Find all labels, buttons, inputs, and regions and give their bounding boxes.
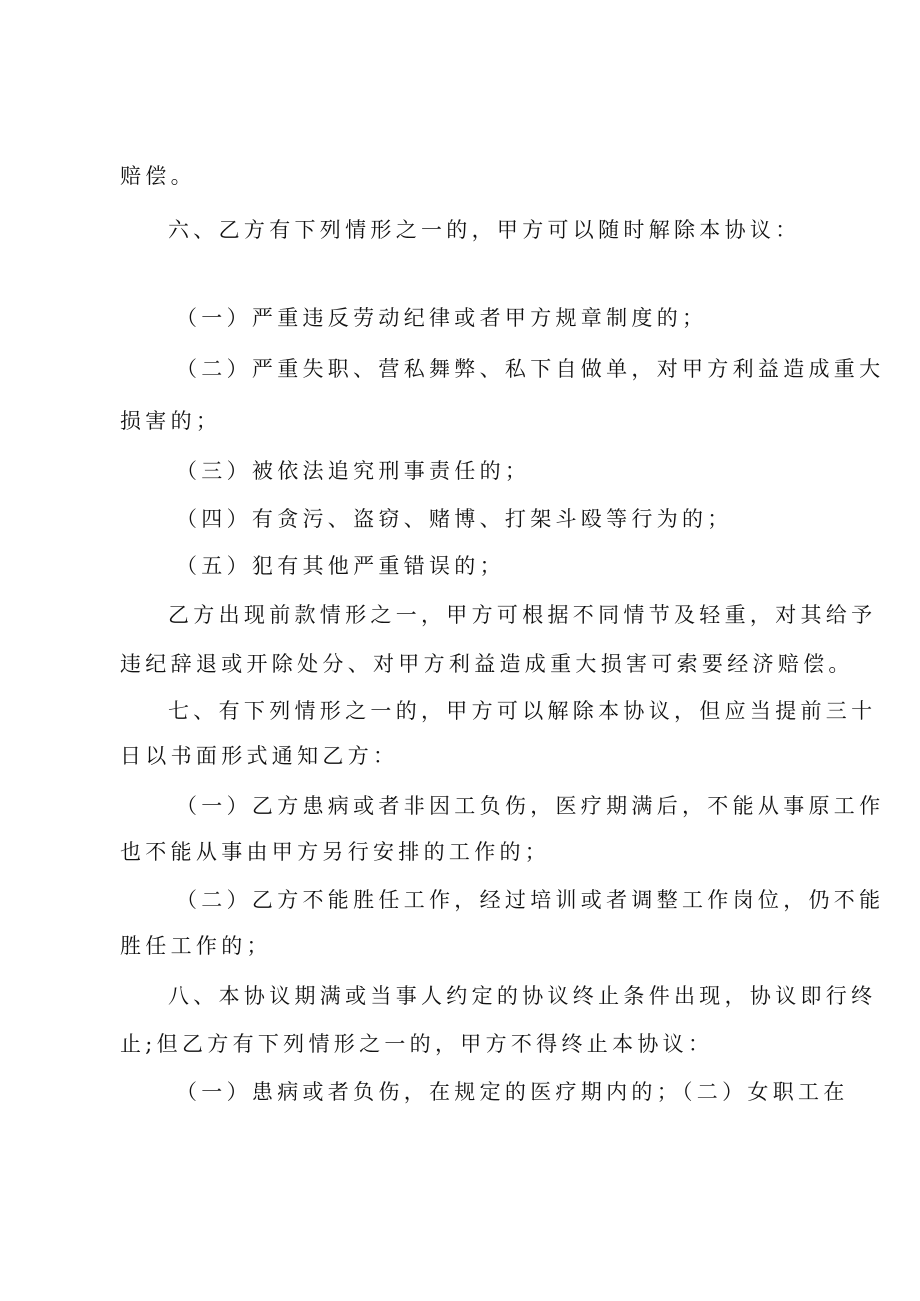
clause-6-item-4: （四）有贪污、盗窃、赌博、打架斗殴等行为的； — [176, 507, 733, 531]
clause-6-item-2: （二）严重失职、营私舞弊、私下自做单，对甲方利益造成重大 — [176, 357, 885, 381]
text-line: 也不能从事由甲方另行安排的工作的； — [120, 840, 551, 864]
clause-6-item-5: （五）犯有其他严重错误的； — [176, 554, 505, 578]
clause-6-paragraph: 乙方出现前款情形之一，甲方可根据不同情节及轻重，对其给予 — [168, 603, 877, 627]
clause-6-item-3: （三）被依法追究刑事责任的； — [176, 459, 531, 483]
text-line: 损害的； — [120, 409, 222, 433]
text-line: 赔偿。 — [120, 164, 196, 188]
text-line: 胜任工作的； — [120, 934, 272, 958]
clause-6-heading: 六、乙方有下列情形之一的，甲方可以随时解除本协议： — [168, 218, 801, 242]
clause-7-heading: 七、有下列情形之一的，甲方可以解除本协议，但应当提前三十 — [168, 699, 877, 723]
clause-7-item-2: （二）乙方不能胜任工作，经过培训或者调整工作岗位，仍不能 — [176, 888, 885, 912]
text-line: 违纪辞退或开除处分、对甲方利益造成重大损害可索要经济赔偿。 — [120, 652, 854, 676]
clause-7-item-1: （一）乙方患病或者非因工负伤，医疗期满后，不能从事原工作 — [176, 794, 885, 818]
text-line: 日以书面形式通知乙方： — [120, 744, 399, 768]
clause-8-heading: 八、本协议期满或当事人约定的协议终止条件出现，协议即行终 — [168, 984, 877, 1008]
clause-8-item-1: （一）患病或者负伤，在规定的医疗期内的；（二）女职工在 — [176, 1080, 849, 1104]
clause-6-item-1: （一）严重违反劳动纪律或者甲方规章制度的； — [176, 306, 708, 330]
text-line: 止;但乙方有下列情形之一的，甲方不得终止本协议： — [120, 1032, 714, 1056]
